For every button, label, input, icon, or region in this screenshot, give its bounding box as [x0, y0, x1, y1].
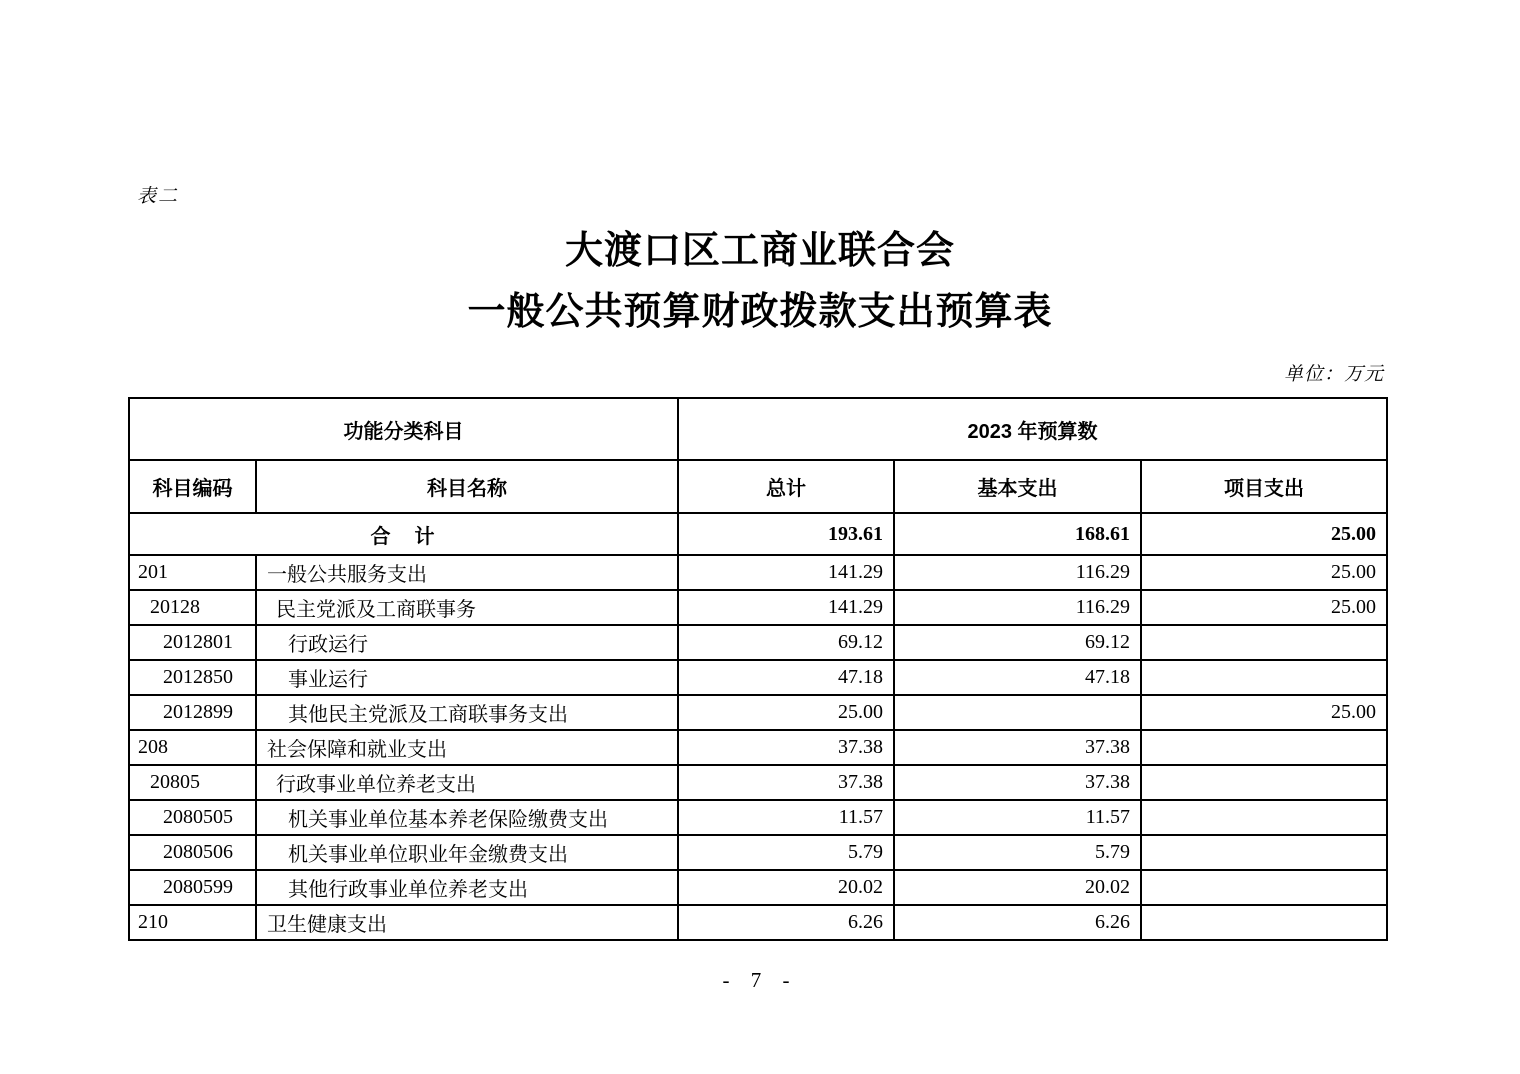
- project-value-cell: [1141, 835, 1387, 870]
- total-value-cell: 25.00: [678, 695, 894, 730]
- project-value-cell: [1141, 905, 1387, 940]
- subject-code-cell: 2012899: [129, 695, 256, 730]
- subject-code-cell: 2012801: [129, 625, 256, 660]
- basic-value-cell: 116.29: [894, 590, 1141, 625]
- header-group-row: [129, 398, 1387, 460]
- total-value-cell: 141.29: [678, 555, 894, 590]
- total-value-cell: 141.29: [678, 590, 894, 625]
- basic-value-cell: 47.18: [894, 660, 1141, 695]
- subject-name-cell: 其他民主党派及工商联事务支出: [256, 695, 678, 730]
- project-value-cell: [1141, 730, 1387, 765]
- project-value-cell: 25.00: [1141, 695, 1387, 730]
- basic-value-cell: 6.26: [894, 905, 1141, 940]
- table-row: [129, 765, 1387, 800]
- subject-name-cell: 社会保障和就业支出: [256, 730, 678, 765]
- basic-value-cell: 20.02: [894, 870, 1141, 905]
- organization-title: 大渡口区工商业联合会: [564, 230, 955, 272]
- project-value-cell: [1141, 800, 1387, 835]
- subject-name-cell: 机关事业单位职业年金缴费支出: [256, 835, 678, 870]
- table-row: [129, 870, 1387, 905]
- total-value-cell: 37.38: [678, 765, 894, 800]
- basic-value-cell: 37.38: [894, 730, 1141, 765]
- subject-name-cell: 行政运行: [256, 625, 678, 660]
- table-title: 一般公共预算财政拨款支出预算表: [467, 291, 1053, 333]
- table-row: [129, 555, 1387, 590]
- subject-name-cell: 民主党派及工商联事务: [256, 590, 678, 625]
- table-header: [129, 398, 1387, 513]
- total-value-cell: 5.79: [678, 835, 894, 870]
- project-value-cell: [1141, 660, 1387, 695]
- table-row: [129, 660, 1387, 695]
- header-columns-row: [129, 460, 1387, 513]
- subject-code-cell: 20805: [129, 765, 256, 800]
- table-row: [129, 730, 1387, 765]
- subject-code-cell: 2080506: [129, 835, 256, 870]
- page-number: - 7 -: [722, 968, 798, 992]
- header-function-category: 功能分类科目: [129, 398, 678, 460]
- table-row: [129, 590, 1387, 625]
- subject-name-cell: 行政事业单位养老支出: [256, 765, 678, 800]
- total-value-cell: 11.57: [678, 800, 894, 835]
- unit-note: 单位：万元: [1283, 364, 1384, 385]
- basic-value-cell: [894, 695, 1141, 730]
- total-value-cell: 6.26: [678, 905, 894, 940]
- header-budget-2023: 2023 年预算数: [678, 398, 1387, 460]
- subject-name-cell: 机关事业单位基本养老保险缴费支出: [256, 800, 678, 835]
- subject-name-cell: 一般公共服务支出: [256, 555, 678, 590]
- table-row: [129, 835, 1387, 870]
- header-project-expenditure: 项目支出: [1141, 460, 1387, 513]
- subject-code-cell: 2080599: [129, 870, 256, 905]
- header-basic-expenditure: 基本支出: [894, 460, 1141, 513]
- project-value-cell: 25.00: [1141, 555, 1387, 590]
- table-row: [129, 625, 1387, 660]
- basic-value-cell: 37.38: [894, 765, 1141, 800]
- grand-total-row: [129, 513, 1387, 555]
- basic-value-cell: 11.57: [894, 800, 1141, 835]
- subject-code-cell: 201: [129, 555, 256, 590]
- subject-code-cell: 208: [129, 730, 256, 765]
- table-index-label: 表二: [137, 186, 180, 207]
- project-value-cell: [1141, 765, 1387, 800]
- subject-code-cell: 2012850: [129, 660, 256, 695]
- header-subject-name: 科目名称: [256, 460, 678, 513]
- table-row: [129, 905, 1387, 940]
- subject-name-cell: 卫生健康支出: [256, 905, 678, 940]
- basic-value-cell: 69.12: [894, 625, 1141, 660]
- table-row: [129, 695, 1387, 730]
- header-subject-code: 科目编码: [129, 460, 256, 513]
- total-value-cell: 20.02: [678, 870, 894, 905]
- budget-table: [128, 397, 1388, 941]
- grand-total-label: 合 计: [129, 513, 678, 555]
- total-value-cell: 37.38: [678, 730, 894, 765]
- grand-total-project-cell: 25.00: [1141, 513, 1387, 555]
- grand-total-basic-cell: 168.61: [894, 513, 1141, 555]
- basic-value-cell: 116.29: [894, 555, 1141, 590]
- subject-code-cell: 20128: [129, 590, 256, 625]
- basic-value-cell: 5.79: [894, 835, 1141, 870]
- project-value-cell: [1141, 625, 1387, 660]
- subject-code-cell: 210: [129, 905, 256, 940]
- subject-name-cell: 其他行政事业单位养老支出: [256, 870, 678, 905]
- subject-code-cell: 2080505: [129, 800, 256, 835]
- subject-name-cell: 事业运行: [256, 660, 678, 695]
- header-total: 总计: [678, 460, 894, 513]
- project-value-cell: 25.00: [1141, 590, 1387, 625]
- project-value-cell: [1141, 870, 1387, 905]
- total-value-cell: 47.18: [678, 660, 894, 695]
- grand-total-total-cell: 193.61: [678, 513, 894, 555]
- table-body: [129, 513, 1387, 940]
- table-row: [129, 800, 1387, 835]
- total-value-cell: 69.12: [678, 625, 894, 660]
